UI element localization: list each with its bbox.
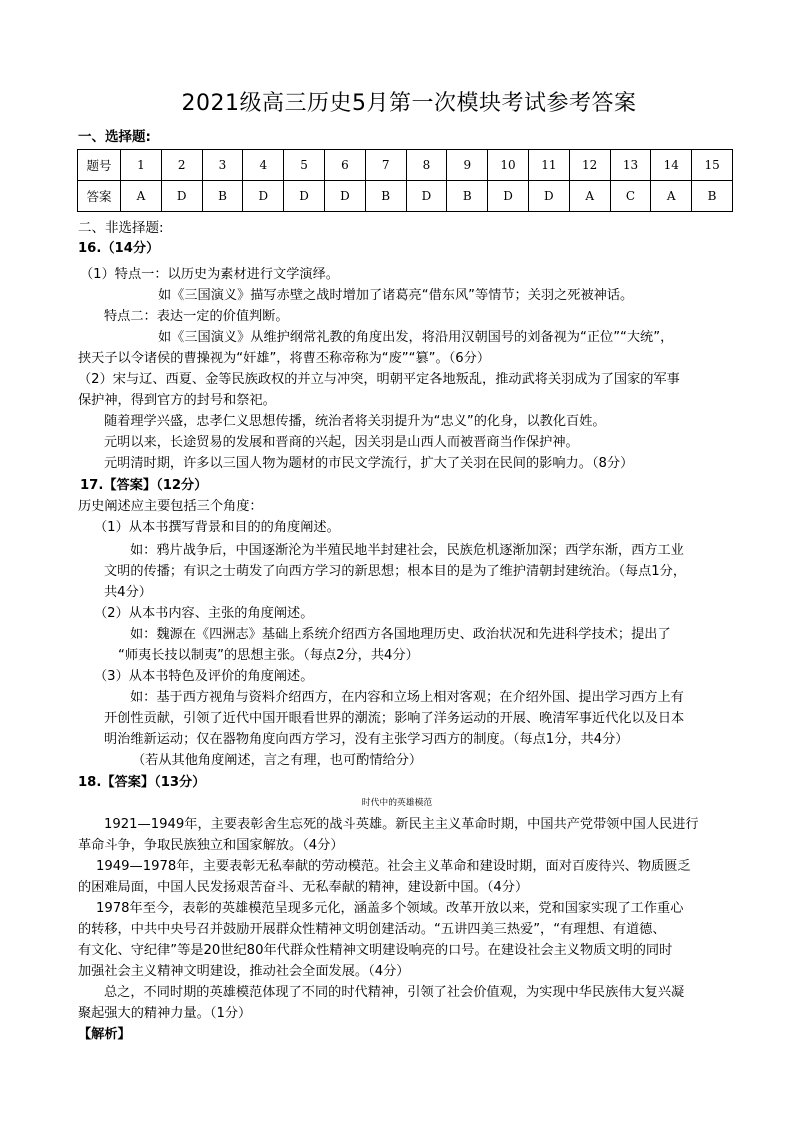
q16-line: 保护神，得到官方的封号和祭祀。 — [78, 393, 276, 408]
table-cell: 3 — [202, 150, 243, 181]
q17-line: （1）从本书撰写背景和目的的角度阐述。 — [94, 520, 340, 535]
q17-line: 共4分） — [104, 585, 152, 600]
q17-line: （3）从本书特色及评价的角度阐述。 — [94, 669, 314, 684]
table-row-answers — [78, 181, 733, 212]
table-cell: 6 — [324, 150, 365, 181]
section-nonchoice-heading: 二、非选择题: — [78, 220, 164, 236]
q17-line: 明治维新运动；仅在器物角度向西方学习，没有主张学习西方的制度。（每点1分，共4分） — [104, 732, 629, 747]
table-cell: B — [202, 181, 243, 212]
table-row-numbers — [78, 150, 733, 181]
q17-line: （2）从本书内容、主张的角度阐述。 — [94, 606, 314, 621]
table-cell: A — [569, 181, 610, 212]
table-cell: D — [161, 181, 202, 212]
table-cell: B — [365, 181, 406, 212]
q18-subtitle: 时代中的英雄模范 — [361, 798, 433, 808]
table-cell: 12 — [569, 150, 610, 181]
q16-line: 如《三国演义》从维护纲常礼教的角度出发，将沿用汉朝国号的刘备视为“正位”“大统”， — [158, 330, 674, 345]
q17-line: 历史阐述应主要包括三个角度： — [78, 499, 263, 514]
q18-line: 聚起强大的精神力量。（1分） — [78, 1006, 252, 1021]
table-cell: D — [528, 181, 569, 212]
q16-line: 元明清时期，许多以三国人物为题材的市民文学流行，扩大了关羽在民间的影响力。（8分） — [104, 456, 634, 471]
table-cell: 15 — [692, 150, 733, 181]
table-cell: 9 — [447, 150, 488, 181]
q16-line: （2）宋与辽、西夏、金等民族政权的并立与冲突，明朝平定各地叛乱，推动武将关羽成为了国家的军事 — [78, 372, 680, 387]
q18-line: 的转移，中共中央号召并鼓励开展群众性精神文明创建活动。“五讲四美三热爱”，“有理想、有道德、 — [78, 922, 666, 937]
q17-line: 开创性贡献，引领了近代中国开眼看世界的潮流；影响了洋务运动的开展、晚清军事近代化以及日本 — [104, 711, 685, 726]
table-cell: D — [324, 181, 365, 212]
table-cell: D — [406, 181, 447, 212]
q18-analysis-label: 【解析】 — [78, 1027, 131, 1042]
table-cell: D — [284, 181, 325, 212]
q16-line: （1）特点一：以历史为素材进行文学演绎。 — [80, 267, 339, 282]
q18-line: 1949—1978年，主要表彰无私奉献的劳动模范。社会主义革命和建设时期，面对百废待兴、物质匮乏 — [96, 859, 691, 874]
table-cell: 10 — [488, 150, 529, 181]
table-cell: A — [121, 181, 162, 212]
q16-line: 挟天子以令诸侯的曹操视为“奸雄”，将曹丕称帝称为“废”“篡”。（6分） — [78, 351, 491, 366]
q18-line: 革命斗争，争取民族独立和国家解放。（4分） — [78, 838, 344, 853]
q18-line: 的困难局面，中国人民发扬艰苦奋斗、无私奉献的精神，建设新中国。（4分） — [78, 880, 529, 895]
q16-line: 如《三国演义》描写赤壁之战时增加了诸葛亮“借东风”等情节；关羽之死被神话。 — [158, 288, 634, 303]
table-cell: 11 — [528, 150, 569, 181]
q18-line: 总之，不同时期的英雄模范体现了不同的时代精神，引领了社会价值观，为实现中华民族伟大复兴凝 — [104, 985, 685, 1000]
q16-line: 元明以来，长途贸易的发展和晋商的兴起，因关羽是山西人而被晋商当作保护神。 — [104, 435, 579, 450]
q18-line: 有文化、守纪律”等是20世纪80年代群众性精神文明建设响亮的口号。在建设社会主义物质文明的同时 — [78, 943, 673, 958]
q18-heading: 18.【答案】（13分） — [78, 775, 206, 790]
q16-line: 特点二：表达一定的价值判断。 — [104, 309, 289, 324]
table-cell: C — [610, 181, 651, 212]
row-label-answer: 答案 — [78, 181, 121, 212]
table-cell: 2 — [161, 150, 202, 181]
q17-line: 如：基于西方视角与资料介绍西方，在内容和立场上相对客观；在介绍外国、提出学习西方上有 — [130, 690, 684, 705]
q18-line: 1978年至今，表彰的英雄模范呈现多元化，涵盖多个领域。改革开放以来，党和国家实现了工作重心 — [96, 901, 684, 916]
table-cell: A — [651, 181, 692, 212]
q16-line: 随着理学兴盛，忠孝仁义思想传播，统治者将关羽提升为“忠义”的化身，以教化百姓。 — [104, 414, 606, 429]
row-label-number: 题号 — [78, 150, 121, 181]
page-title: 2021级高三历史5月第一次模块考试参考答案 — [181, 91, 637, 116]
table-cell: D — [243, 181, 284, 212]
q16-heading: 16.（14分） — [78, 241, 160, 256]
table-cell: D — [488, 181, 529, 212]
table-cell: 13 — [610, 150, 651, 181]
table-cell: 14 — [651, 150, 692, 181]
table-cell: 7 — [365, 150, 406, 181]
q17-line: “师夷长技以制夷”的思想主张。（每点2分，共4分） — [118, 648, 419, 663]
q17-line: 如：鸦片战争后，中国逐渐沦为半殖民地半封建社会，民族危机逐渐加深；西学东渐，西方工业 — [130, 543, 684, 558]
table-cell: 5 — [284, 150, 325, 181]
table-cell: 1 — [121, 150, 162, 181]
q17-line: （若从其他角度阐述，言之有理，也可酌情给分） — [132, 753, 423, 768]
answer-table — [77, 149, 733, 212]
section-choice-heading: 一、选择题: — [78, 129, 151, 145]
table-cell: 8 — [406, 150, 447, 181]
q17-line: 如：魏源在《四洲志》基础上系统介绍西方各国地理历史、政治状况和先进科学技术；提出了 — [130, 627, 671, 642]
q18-line: 1921—1949年，主要表彰舍生忘死的战斗英雄。新民主主义革命时期，中国共产党带领中国人民进行 — [104, 817, 699, 832]
table-cell: 4 — [243, 150, 284, 181]
q17-heading: 17.【答案】（12分） — [80, 478, 208, 493]
q17-line: 文明的传播；有识之士萌发了向西方学习的新思想；根本目的是为了维护清朝封建统治。（每点1分， — [104, 564, 687, 579]
table-cell: B — [692, 181, 733, 212]
table-cell: B — [447, 181, 488, 212]
q18-line: 加强社会主义精神文明建设，推动社会全面发展。（4分） — [78, 964, 410, 979]
